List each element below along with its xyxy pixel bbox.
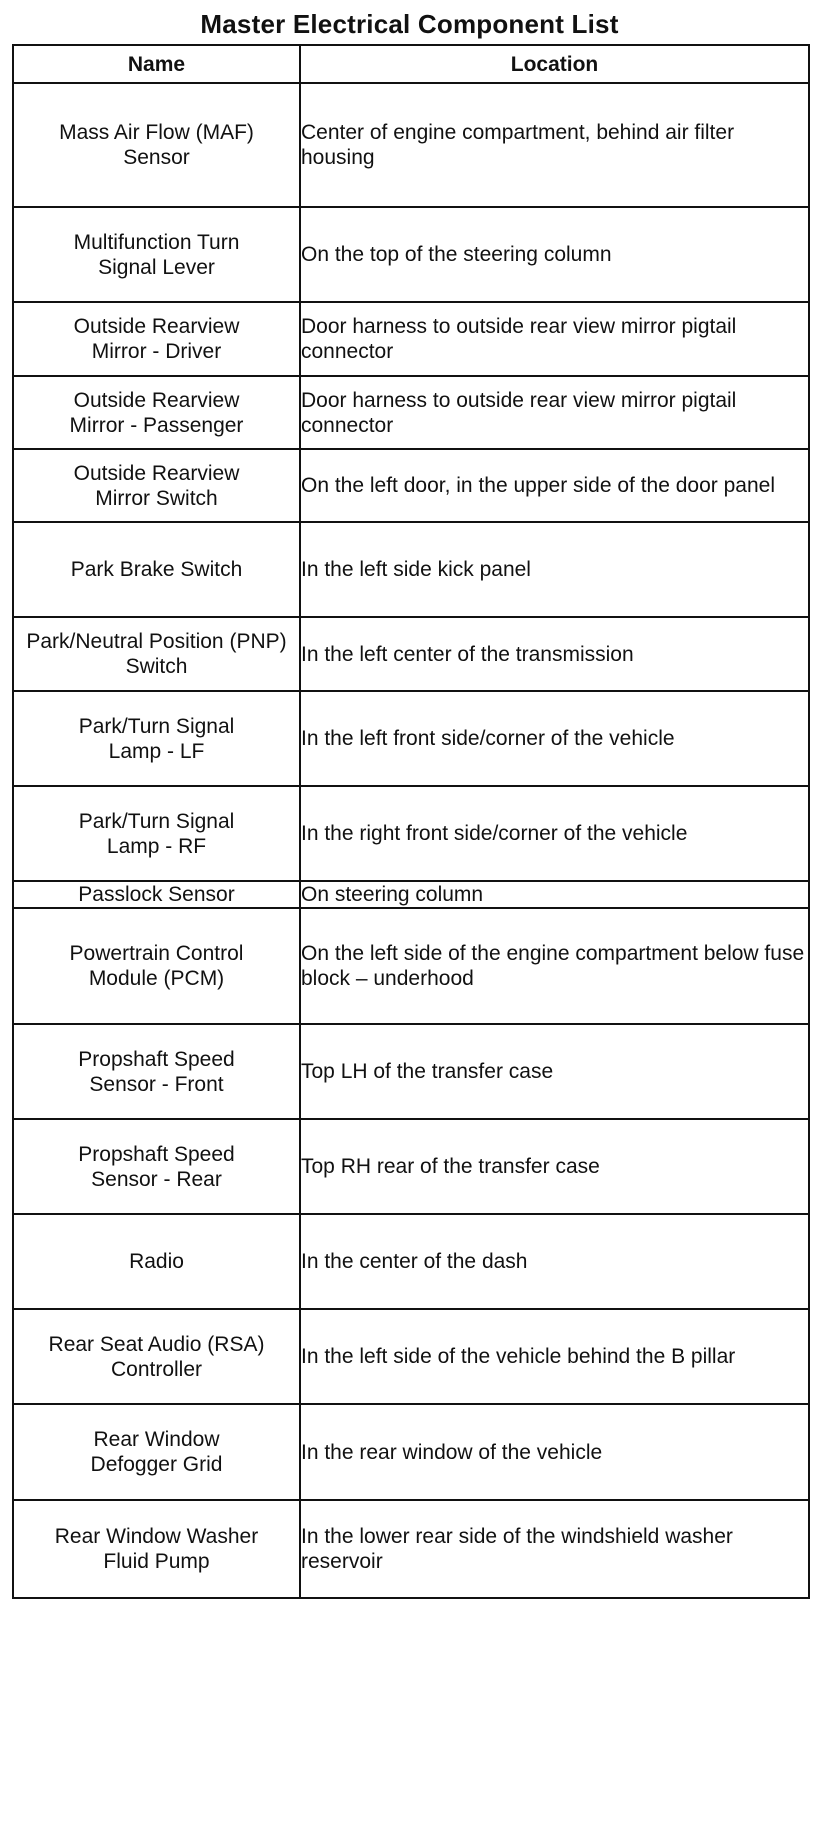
component-location: On steering column — [300, 881, 809, 908]
component-location: Top LH of the transfer case — [300, 1024, 809, 1119]
column-header-name: Name — [13, 45, 300, 83]
table-row — [13, 449, 809, 522]
component-location: On the left door, in the upper side of the door panel — [300, 449, 809, 522]
component-location: In the left front side/corner of the vehicle — [300, 691, 809, 786]
component-name: Outside Rearview Mirror Switch — [13, 449, 300, 522]
table-row — [13, 617, 809, 691]
table-header-row — [13, 45, 809, 83]
component-name: Multifunction Turn Signal Lever — [13, 207, 300, 302]
component-name: Rear Window Defogger Grid — [13, 1404, 300, 1500]
component-name: Park/Neutral Position (PNP) Switch — [13, 617, 300, 691]
table-row — [13, 207, 809, 302]
component-table — [12, 44, 810, 1599]
page-title: Master Electrical Component List — [200, 9, 619, 39]
component-name: Powertrain Control Module (PCM) — [13, 908, 300, 1024]
component-location: In the left center of the transmission — [300, 617, 809, 691]
table-row — [13, 908, 809, 1024]
component-location: In the left side of the vehicle behind the B pillar — [300, 1309, 809, 1404]
column-header-location: Location — [300, 45, 809, 83]
component-name: Park/Turn Signal Lamp - RF — [13, 786, 300, 881]
component-location: On the top of the steering column — [300, 207, 809, 302]
table-row — [13, 302, 809, 376]
component-location: In the lower rear side of the windshield washer reservoir — [300, 1500, 809, 1598]
component-name: Rear Window Washer Fluid Pump — [13, 1500, 300, 1598]
component-name: Outside Rearview Mirror - Driver — [13, 302, 300, 376]
component-name: Passlock Sensor — [13, 881, 300, 908]
component-location: Top RH rear of the transfer case — [300, 1119, 809, 1214]
table-row — [13, 1024, 809, 1119]
table-row — [13, 83, 809, 207]
table-row — [13, 376, 809, 449]
table-row — [13, 881, 809, 908]
table-row — [13, 1404, 809, 1500]
component-location: In the rear window of the vehicle — [300, 1404, 809, 1500]
component-location: Door harness to outside rear view mirror pigtail connector — [300, 302, 809, 376]
component-name: Propshaft Speed Sensor - Front — [13, 1024, 300, 1119]
component-name: Propshaft Speed Sensor - Rear — [13, 1119, 300, 1214]
component-location: In the center of the dash — [300, 1214, 809, 1309]
component-location: In the right front side/corner of the vehicle — [300, 786, 809, 881]
component-name: Rear Seat Audio (RSA) Controller — [13, 1309, 300, 1404]
component-location: On the left side of the engine compartment below fuse block – underhood — [300, 908, 809, 1024]
table-row — [13, 522, 809, 617]
component-location: In the left side kick panel — [300, 522, 809, 617]
table-row — [13, 691, 809, 786]
table-row — [13, 1500, 809, 1598]
component-name: Outside Rearview Mirror - Passenger — [13, 376, 300, 449]
component-location: Center of engine compartment, behind air filter housing — [300, 83, 809, 207]
table-row — [13, 1309, 809, 1404]
component-location: Door harness to outside rear view mirror pigtail connector — [300, 376, 809, 449]
component-name: Radio — [13, 1214, 300, 1309]
component-name: Park Brake Switch — [13, 522, 300, 617]
table-row — [13, 1119, 809, 1214]
component-name: Mass Air Flow (MAF) Sensor — [13, 83, 300, 207]
table-row — [13, 786, 809, 881]
component-name: Park/Turn Signal Lamp - LF — [13, 691, 300, 786]
table-row — [13, 1214, 809, 1309]
